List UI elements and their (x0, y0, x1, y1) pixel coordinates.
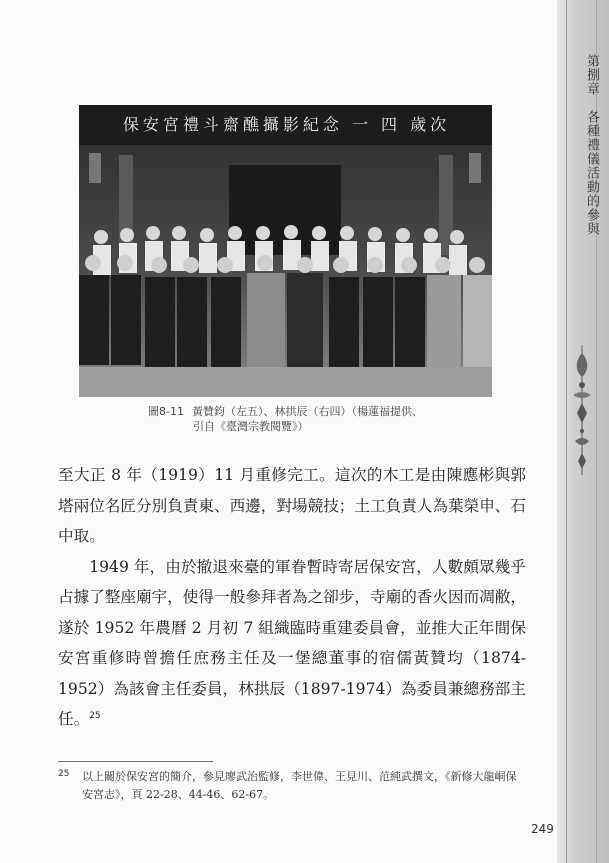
page-number: 249 (531, 822, 554, 836)
caption-line-1: 黃贊鈞（左五）、林拱辰（右四）（楊蓮福提供、 (191, 405, 423, 418)
historical-group-photo (79, 105, 492, 397)
footnote (58, 768, 526, 804)
footnote-text: 以上關於保安宮的簡介，參見廖武治監修，李世偉、王見川、范純武撰文，《新修大龍峒保安宮志》，頁 22-28、44-46、62-67。 (82, 770, 517, 801)
photo-banner-title: 保安宮禮斗齋醮攝影紀念 一 四 歲次 (122, 115, 451, 134)
body-text (58, 460, 526, 735)
footnote-number: 25 (58, 769, 70, 779)
body-paragraph-2-text: 1949 年，由於撤退來臺的軍眷暫時寄居保安宮，人數頗眾幾乎占據了整座廟宇，使得一般參拜者為之卻步，寺廟的香火因而凋敝，遂於 1952 年農曆 2 月初 7 組織臨時重建委員會，並推大正年間保安宮重修時曾擔任庶務主任及一堡總董事的宿儒黃贊均（1874-1952）為該會主任委員，林拱辰（1897-1974）為委員兼總務部主任。 (58, 557, 526, 728)
photo-image (79, 105, 492, 397)
caption-line-2: 引自《臺灣宗教閱覽》） (193, 420, 309, 433)
figure-number: 圖8-11 (148, 405, 184, 418)
footnote-reference[interactable]: 25 (89, 710, 101, 721)
ornament-icon (567, 345, 597, 475)
footnote-divider (58, 761, 213, 762)
chapter-label: 第捌章 各種禮儀活動的參與 (584, 54, 599, 236)
body-paragraph-1: 至大正 8 年（1919）11 月重修完工。這次的木工是由陳應彬與郭塔兩位名匠分別負責東、西邊，對場競技；土工負責人為葉榮申、石中取。 (58, 466, 526, 545)
body-paragraph-2 (58, 552, 526, 735)
figure-caption (148, 404, 478, 434)
